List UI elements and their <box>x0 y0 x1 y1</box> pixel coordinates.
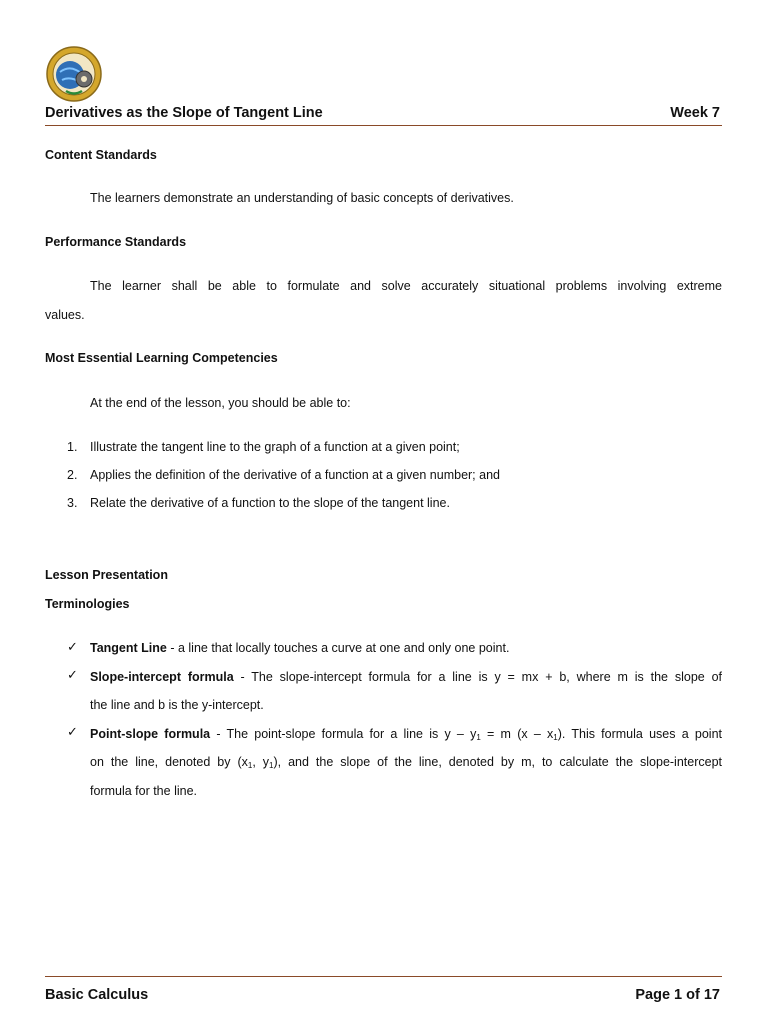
document-title: Derivatives as the Slope of Tangent Line <box>45 105 323 121</box>
subscript: 1 <box>269 761 274 770</box>
term-definition: - The point-slope formula for a line is y – y <box>210 727 477 741</box>
term-name: Tangent Line <box>90 641 167 655</box>
term-name: Point-slope formula <box>90 727 211 741</box>
term-definition: - The slope-intercept formula for a line is y = mx + b, where m is the slope of <box>233 670 722 684</box>
subscript: 1 <box>476 733 481 742</box>
terminologies-heading: Terminologies <box>45 597 130 611</box>
list-item: Relate the derivative of a function to the slope of the tangent line. <box>90 496 450 510</box>
footer-subject: Basic Calculus <box>45 987 149 1003</box>
term-point-slope <box>90 727 722 745</box>
page-number: Page 1 of 17 <box>635 987 720 1003</box>
lesson-presentation-heading: Lesson Presentation <box>45 568 168 582</box>
check-icon: ✓ <box>67 639 78 654</box>
term-definition: on the line, denoted by (x <box>90 755 248 769</box>
melc-intro: At the end of the lesson, you should be able to: <box>90 396 351 410</box>
term-definition: ). This formula uses a point <box>557 727 722 741</box>
list-item-number: 3. <box>67 496 78 510</box>
term-definition-continued: formula for the line. <box>90 784 197 798</box>
list-item-number: 2. <box>67 468 78 482</box>
content-standards-heading: Content Standards <box>45 148 157 162</box>
term-definition-continued: the line and b is the y-intercept. <box>90 698 264 712</box>
list-item: Illustrate the tangent line to the graph of a function at a given point; <box>90 440 460 454</box>
document-header <box>45 103 722 126</box>
list-item: Applies the definition of the derivative of a function at a given number; and <box>90 468 500 482</box>
term-slope-intercept <box>90 670 722 684</box>
melc-heading: Most Essential Learning Competencies <box>45 351 278 365</box>
check-icon: ✓ <box>67 667 78 682</box>
term-definition: = m (x – x <box>480 727 554 741</box>
subscript: 1 <box>553 733 558 742</box>
term-name: Slope-intercept formula <box>90 670 234 684</box>
term-definition: , y <box>252 755 270 769</box>
list-item-number: 1. <box>67 440 78 454</box>
school-seal-logo <box>46 46 102 102</box>
term-definition-continued <box>90 755 722 773</box>
week-label: Week 7 <box>670 105 720 121</box>
footer-rule <box>45 976 722 977</box>
performance-standards-heading: Performance Standards <box>45 235 187 249</box>
term-definition: ), and the slope of the line, denoted by m, to calculate the slope-intercept <box>273 755 723 769</box>
subscript: 1 <box>247 761 253 770</box>
performance-standards-line2: values. <box>45 308 85 322</box>
performance-standards-line1: The learner shall be able to formulate and solve accurately situational problems involving extreme <box>90 279 722 293</box>
term-definition: - a line that locally touches a curve at one and only one point. <box>166 641 510 655</box>
content-standards-text: The learners demonstrate an understanding of basic concepts of derivatives. <box>90 191 514 205</box>
term-tangent-line <box>90 641 509 655</box>
check-icon: ✓ <box>67 724 78 739</box>
